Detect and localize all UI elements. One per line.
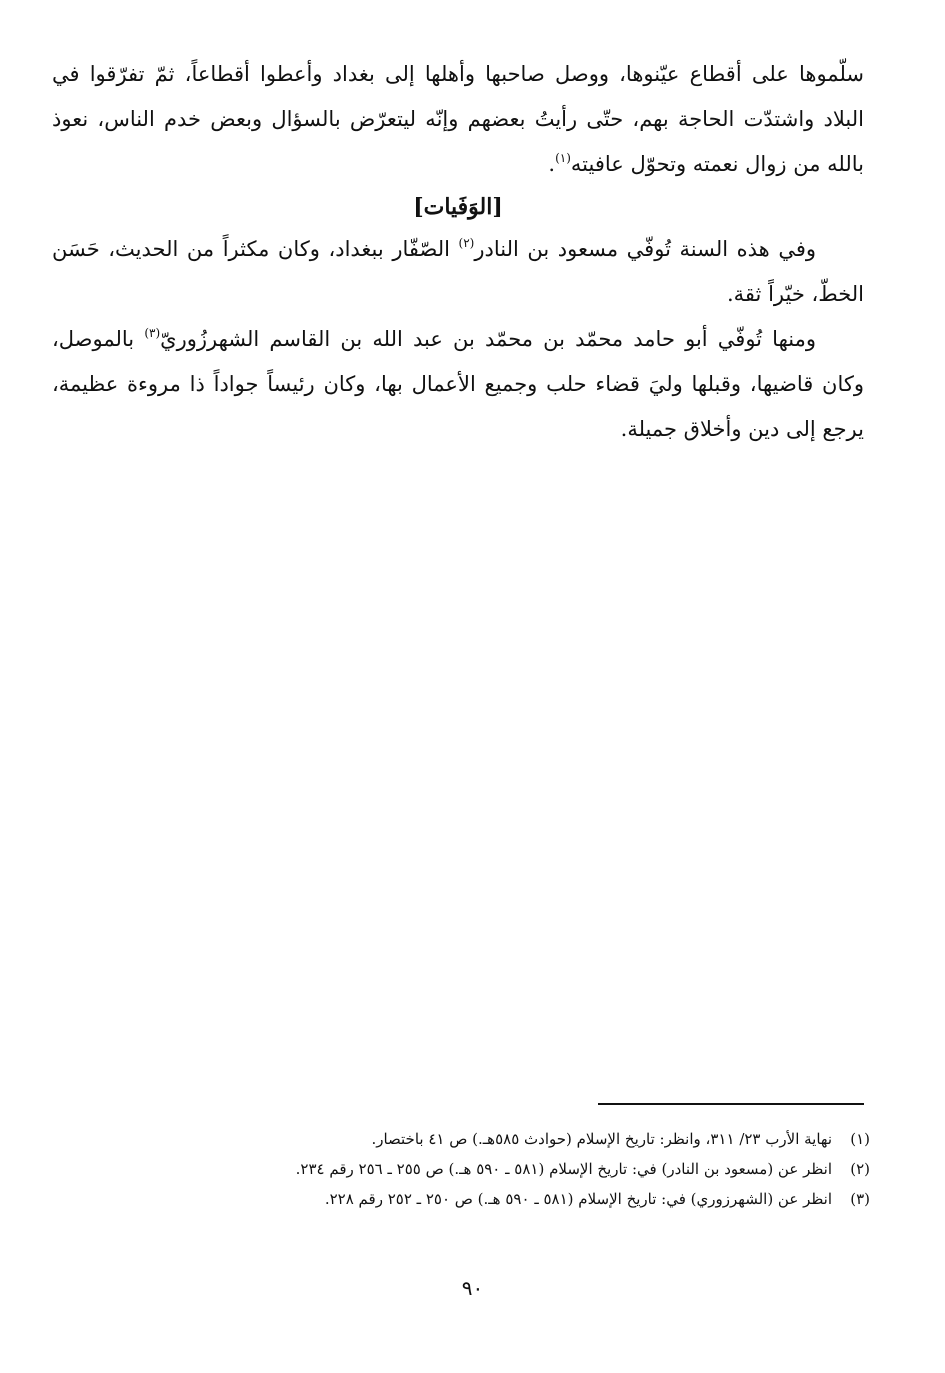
footnote-3 [90,1184,870,1214]
paragraph-2-text-a: وفي هذه السنة تُوفّي مسعود بن النادر [474,237,816,261]
paragraph-1-text: سلّموها على أقطاع عيّنوها، ووصل صاحبها وأهلها إلى بغداد وأعطوا أقطاعاً، ثمّ تفرّقوا في البلاد واشتدّت الحاجة بهم، حتّى رأيتُ بعضهم وإنّه ليتعرّض بالسؤال وبعض خدم الناس، نعوذ بالله من زوال نعمته وتحوّل عافيته [52,62,864,176]
paragraph-2 [52,227,864,317]
footnote-divider [598,1103,864,1105]
paragraph-2-text-b: الصّفّار ببغداد، وكان مكثراً من الحديث، حَسَن الخطّ، خيّراً ثقة. [52,237,864,306]
footnote-2 [90,1154,870,1184]
page-number: ٩٠ [461,1276,484,1300]
footnote-ref-2: (٢) [458,236,475,250]
footnotes [90,1124,870,1214]
paragraph-1 [52,52,864,187]
footnote-number: (١) [850,1130,870,1148]
footnote-ref-3: (٣) [144,326,161,340]
paragraph-3 [52,317,864,452]
section-heading: [الوَفَيات] [413,194,503,220]
main-text [52,52,864,452]
footnote-text: انظر عن (مسعود بن النادر) في: تاريخ الإسلام (٥٨١ ـ ٥٩٠ هـ.) ص ٢٥٥ ـ ٢٥٦ رقم ٢٣٤. [295,1160,832,1178]
footnote-1 [90,1124,870,1154]
paragraph-3-text-b: بالموصل، وكان قاضيها، وقبلها وليَ قضاء حلب وجميع الأعمال بها، وكان رئيساً جواداً ذا مروءة عظيمة، يرجع إلى دين وأخلاق جميلة. [52,327,864,441]
footnote-number: (٣) [850,1190,870,1208]
footnote-text: نهاية الأرب ٢٣/ ٣١١، وانظر: تاريخ الإسلام (حوادث ٥٨٥هـ.) ص ٤١ باختصار. [371,1130,832,1148]
footnote-number: (٢) [850,1160,870,1178]
footnote-ref-1: (١) [555,151,571,165]
footnote-text: انظر عن (الشهرزوري) في: تاريخ الإسلام (٥٨١ ـ ٥٩٠ هـ.) ص ٢٥٠ ـ ٢٥٢ رقم ٢٢٨. [324,1190,832,1208]
paragraph-1-end: . [548,152,556,176]
paragraph-3-text-a: ومنها تُوفّي أبو حامد محمّد بن محمّد بن عبد الله بن القاسم الشهرزُوريّ [160,327,816,351]
